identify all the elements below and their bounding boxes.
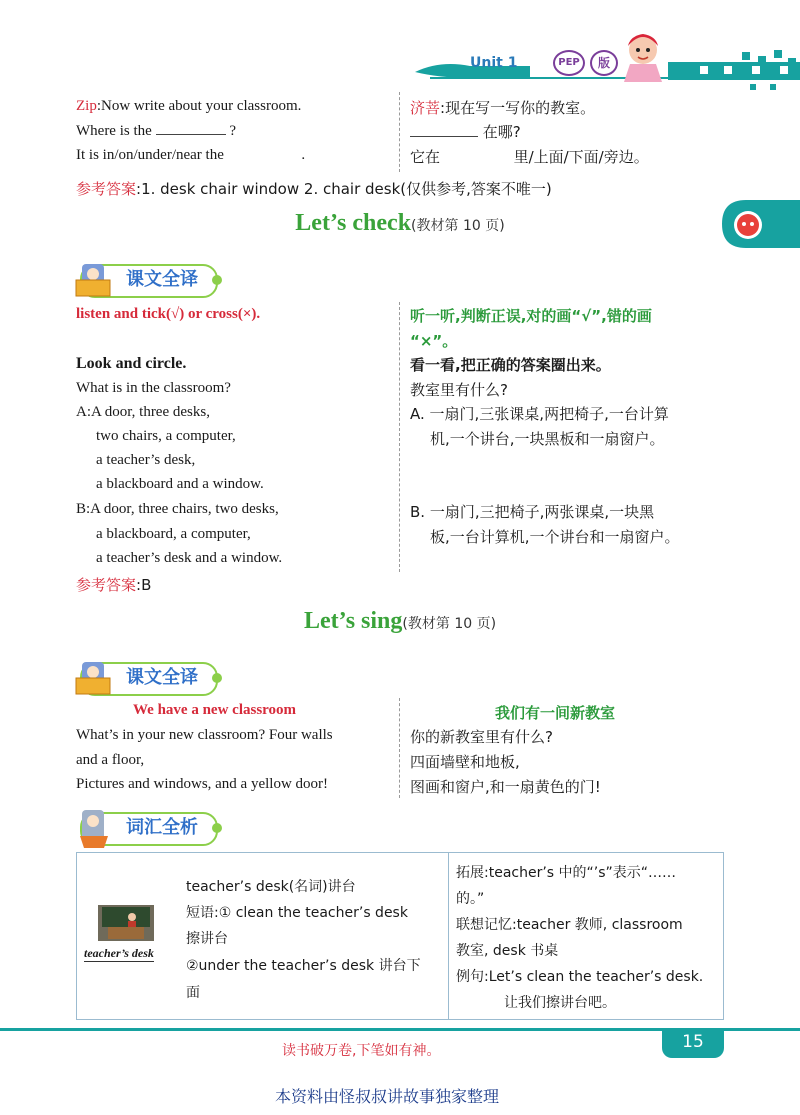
lyric-en-2: and a floor, bbox=[76, 752, 145, 768]
lets-sing-title-text: Let’s sing bbox=[303, 608, 403, 634]
edition-badge: 版 bbox=[590, 50, 618, 76]
option-a-zh-2: 机,一个讲台,一块黑板和一扇窗户。 bbox=[430, 430, 665, 448]
column-divider-1 bbox=[399, 92, 400, 172]
badge-dot-1 bbox=[212, 275, 222, 285]
blank-field-1[interactable] bbox=[156, 122, 226, 135]
footer-credit: 本资料由怪叔叔讲故事独家整理 bbox=[275, 1087, 500, 1106]
zh-name: 济菩 bbox=[410, 99, 441, 117]
badge-label-1: 课文全译 bbox=[126, 269, 198, 290]
lyric-en-1: What’s in your new classroom? Four walls bbox=[76, 727, 333, 743]
vocab-left-3: 擦讲台 bbox=[186, 931, 228, 947]
write-line-2-b: . bbox=[301, 147, 306, 163]
write-line-1 bbox=[76, 122, 236, 140]
column-divider-2 bbox=[399, 302, 400, 572]
vocab-left-4: ②under the teacher’s desk 讲台下 bbox=[186, 958, 421, 974]
song-title-zh: 我们有一间新教室 bbox=[495, 704, 616, 722]
teacher-desk-image-label: teacher’s desk bbox=[84, 946, 154, 960]
page-number-tab bbox=[662, 1028, 724, 1058]
zh-line-2 bbox=[410, 146, 649, 167]
vocab-badge bbox=[80, 812, 218, 846]
thinking-mascot-icon bbox=[74, 806, 114, 850]
write-line-1-b: ? bbox=[229, 123, 236, 139]
lets-check-title-text: Let’s check bbox=[295, 210, 412, 236]
vocab-right-3: 联想记忆:teacher 教师, classroom bbox=[456, 917, 683, 933]
option-b-en-1: B:A door, three chairs, two desks, bbox=[76, 501, 279, 517]
vocab-right-2: 的。” bbox=[456, 891, 485, 907]
look-circle-en: Look and circle. bbox=[76, 355, 187, 372]
song-title-en: We have a new classroom bbox=[133, 702, 297, 718]
blank-field-zh[interactable] bbox=[410, 124, 478, 137]
lets-sing-subtitle: (教材第 10 页) bbox=[402, 616, 497, 632]
write-line-1-a: Where is the bbox=[76, 123, 152, 139]
zip-line bbox=[76, 98, 301, 115]
reading-mascot-icon bbox=[74, 656, 114, 700]
zh-name-line bbox=[410, 97, 595, 118]
teacher-desk-image bbox=[98, 905, 154, 941]
zip-name: Zip bbox=[76, 98, 97, 114]
mascot-icon bbox=[618, 28, 668, 84]
badge-dot-2 bbox=[212, 673, 222, 683]
zip-text: :Now write about your classroom. bbox=[96, 98, 302, 114]
page-number: 15 bbox=[682, 1032, 704, 1052]
check-instruction-zh-2: “×”。 bbox=[410, 332, 458, 350]
column-divider-3 bbox=[399, 698, 400, 798]
option-b-zh-1: B. 一扇门,三把椅子,两张课桌,一块黑 bbox=[410, 503, 655, 521]
lets-check-subtitle: (教材第 10 页) bbox=[411, 218, 505, 234]
reading-mascot-icon bbox=[74, 258, 114, 302]
check-instruction-en: listen and tick(√) or cross(×). bbox=[76, 306, 261, 322]
write-line-2 bbox=[76, 147, 305, 164]
lyric-zh-2: 四面墙壁和地板, bbox=[410, 753, 520, 771]
option-a-zh-1: A. 一扇门,三张课桌,两把椅子,一台计算 bbox=[410, 405, 669, 423]
write-line-2-a: It is in/on/under/near the bbox=[76, 147, 224, 163]
header-decoration bbox=[0, 0, 800, 90]
question-en: What is in the classroom? bbox=[76, 380, 231, 396]
translation-badge-2 bbox=[80, 662, 218, 696]
answer-label: 参考答案 bbox=[76, 180, 137, 198]
vocab-badge-label: 词汇全析 bbox=[126, 817, 198, 838]
zh-text: :现在写一写你的教室。 bbox=[440, 99, 596, 117]
option-b-en-2: a blackboard, a computer, bbox=[96, 526, 251, 542]
zh-line-2-a: 它在 bbox=[410, 148, 441, 166]
answer-text: :1. desk chair window 2. chair desk(仅供参考,答案不唯一) bbox=[136, 180, 552, 198]
translation-badge-1 bbox=[80, 264, 218, 298]
vocab-right-6: 让我们擦讲台吧。 bbox=[504, 995, 616, 1011]
header-bar bbox=[0, 0, 800, 90]
option-b-en-3: a teacher’s desk and a window. bbox=[96, 550, 283, 566]
write-answer bbox=[76, 178, 552, 199]
vocab-right-4: 教室, desk 书桌 bbox=[456, 943, 559, 959]
footer-motto: 读书破万卷,下笔如有神。 bbox=[282, 1043, 441, 1059]
lyric-zh-3: 图画和窗户,和一扇黄色的门! bbox=[410, 778, 601, 796]
check-instruction-zh-1: 听一听,判断正误,对的画“√”,错的画 bbox=[410, 307, 652, 325]
option-a-en-2: two chairs, a computer, bbox=[96, 428, 236, 444]
lyric-zh-1: 你的新教室里有什么? bbox=[410, 728, 553, 746]
zh-line-1 bbox=[410, 121, 521, 142]
vocab-left-5: 面 bbox=[186, 985, 200, 1001]
unit-label: Unit 1 bbox=[470, 55, 518, 71]
look-circle-zh: 看一看,把正确的答案圈出来。 bbox=[410, 356, 611, 374]
option-a-en-1: A:A door, three desks, bbox=[76, 404, 210, 420]
vocab-right-5: 例句:Let’s clean the teacher’s desk. bbox=[456, 969, 704, 985]
lets-sing-title bbox=[0, 608, 800, 635]
zh-line-2-b: 里/上面/下面/旁边。 bbox=[513, 148, 649, 166]
vocab-right-1: 拓展:teacher’s 中的“’s”表示“…… bbox=[456, 865, 677, 881]
option-b-zh-2: 板,一台计算机,一个讲台和一扇窗户。 bbox=[430, 528, 680, 546]
lets-check-title bbox=[0, 210, 800, 237]
check-answer-label: 参考答案 bbox=[76, 576, 137, 594]
vocab-left-2: 短语:① clean the teacher’s desk bbox=[186, 905, 408, 921]
question-zh: 教室里有什么? bbox=[410, 381, 508, 399]
check-answer bbox=[76, 574, 151, 595]
check-answer-text: :B bbox=[136, 576, 152, 594]
option-a-en-4: a blackboard and a window. bbox=[96, 476, 264, 492]
pep-badge: PEP bbox=[553, 50, 585, 76]
vocab-table-divider bbox=[448, 853, 449, 1019]
vocab-badge-dot bbox=[212, 823, 222, 833]
vocab-left-1: teacher’s desk(名词)讲台 bbox=[186, 879, 356, 895]
lyric-en-3: Pictures and windows, and a yellow door! bbox=[76, 776, 329, 792]
option-a-en-3: a teacher’s desk, bbox=[96, 452, 196, 468]
zh-line-1-text: 在哪? bbox=[482, 123, 521, 141]
badge-label-2: 课文全译 bbox=[126, 667, 198, 688]
